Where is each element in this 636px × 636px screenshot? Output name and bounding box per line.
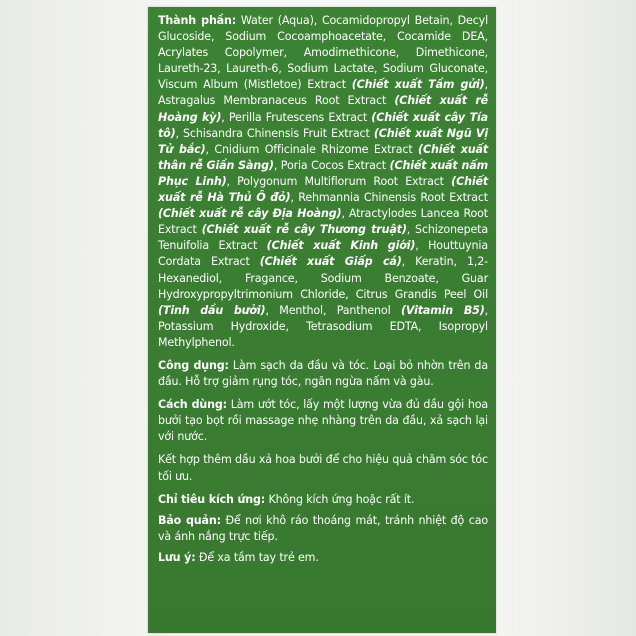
ingredient-translation: (Chiết xuất rễ Hoàng kỳ) [158, 94, 489, 124]
ingredients-text: , Schisandra Chinensis Fruit Extract [175, 126, 374, 140]
ingredient-translation: (Chiết xuất Tầm gửi) [351, 78, 485, 92]
ingredient-translation: (Chiết xuất Giấp cá) [259, 255, 402, 269]
product-label [148, 7, 496, 633]
ingredients-text: Water (Aqua), Cocamidopropyl Betain, Decyl Glucoside, Sodium Cocoamphoacetate, Cocamide DEA, Acrylates Copolymer, Amodimethicone, Dimethicone, Laureth-23, Laureth-6, Sodium Lactate, Sodium Gluconate, Viscum Album (Mistletoe) Extract [158, 14, 488, 92]
ingredients-text: , Perilla Frutescens Extract [221, 110, 372, 124]
ingredients-text: , Poria Cocos Extract [273, 158, 390, 172]
ingredient-translation: (Chiết xuất cây Tía tô) [158, 110, 488, 140]
ingredient-translation: (Chiết xuất rễ cây Thương truật) [201, 223, 407, 237]
label-text [158, 13, 488, 571]
ingredient-translation: (Vitamin B5) [400, 303, 485, 317]
storage-text: Để nơi khô ráo thoáng mát, tránh nhiệt độ cao và ánh nắng trực tiếp. [158, 513, 488, 543]
ingredient-translation: (Chiết xuất rễ cây Địa Hoàng) [158, 207, 342, 221]
note-heading: Lưu ý: [158, 550, 196, 564]
ingredients-paragraph [158, 13, 488, 351]
storage-paragraph [158, 513, 488, 545]
ingredients-text: , Atractylodes Lancea Root Extract [158, 207, 488, 237]
ingredients-text: , Astragalus Membranaceus Root Extract [158, 78, 488, 108]
ingredients-text: , Rehmannia Chinensis Root Extract [290, 191, 488, 205]
note-text: Để xa tầm tay trẻ em. [195, 550, 319, 564]
ingredients-text: , Houttuynia Cordata Extract [158, 239, 488, 269]
directions-heading: Cách dùng: [158, 398, 227, 412]
ingredient-translation: (Chiết xuất Ngũ Vị Tử bắc) [158, 126, 488, 156]
combo-text: Kết hợp thêm dầu xả hoa bưởi để cho hiệu quả chăm sóc tóc tối ưu. [158, 453, 488, 483]
ingredients-text: , Cnidium Officinale Rhizome Extract [205, 142, 419, 156]
ingredient-translation: (Tinh dầu bưởi) [158, 303, 266, 317]
irritation-text: Không kích ứng hoặc rất ít. [265, 492, 415, 506]
ingredients-text: , Polygonum Multiflorum Root Extract [226, 174, 452, 188]
directions-text: Làm ướt tóc, lấy một lượng vừa đủ dầu gội hoa bưởi tạo bọt rồi massage nhẹ nhàng trên da đầu, xả sạch lại với nước. [158, 398, 489, 444]
combo-paragraph [158, 452, 488, 484]
ingredient-translation: (Chiết xuất rễ Hà Thủ Ô đỏ) [158, 174, 488, 205]
ingredients-text: , Keratin, 1,2-Hexanediol, Fragance, Sodium Benzoate, Guar Hydroxypropyltrimonium Chloride, Citrus Grandis Peel Oil [158, 255, 488, 301]
ingredients-text: , Potassium Hydroxide, Tetrasodium EDTA, Isopropyl Methylphenol. [158, 303, 489, 349]
ingredients-heading: Thành phần: [158, 14, 237, 27]
usage-heading: Công dụng: [158, 358, 229, 372]
storage-heading: Bảo quản: [158, 513, 221, 527]
ingredient-translation: (Chiết xuất thân rễ Giần Sàng) [158, 142, 488, 172]
irritation-paragraph [158, 492, 488, 508]
ingredients-text: , Schizonepeta Tenuifolia Extract [158, 223, 488, 253]
note-paragraph [158, 550, 488, 566]
ingredient-translation: (Chiết xuất Kinh giới) [266, 239, 416, 253]
ingredients-text: , Menthol, Panthenol [265, 303, 401, 317]
usage-paragraph [158, 358, 488, 390]
usage-text: Làm sạch da đầu và tóc. Loại bỏ nhờn trên da đầu. Hỗ trợ giảm rụng tóc, ngăn ngừa nấm và gàu. [158, 358, 488, 389]
ingredient-translation: (Chiết xuất nấm Phục Linh) [158, 158, 488, 188]
directions-paragraph [158, 397, 488, 445]
irritation-heading: Chỉ tiêu kích ứng: [158, 492, 266, 506]
